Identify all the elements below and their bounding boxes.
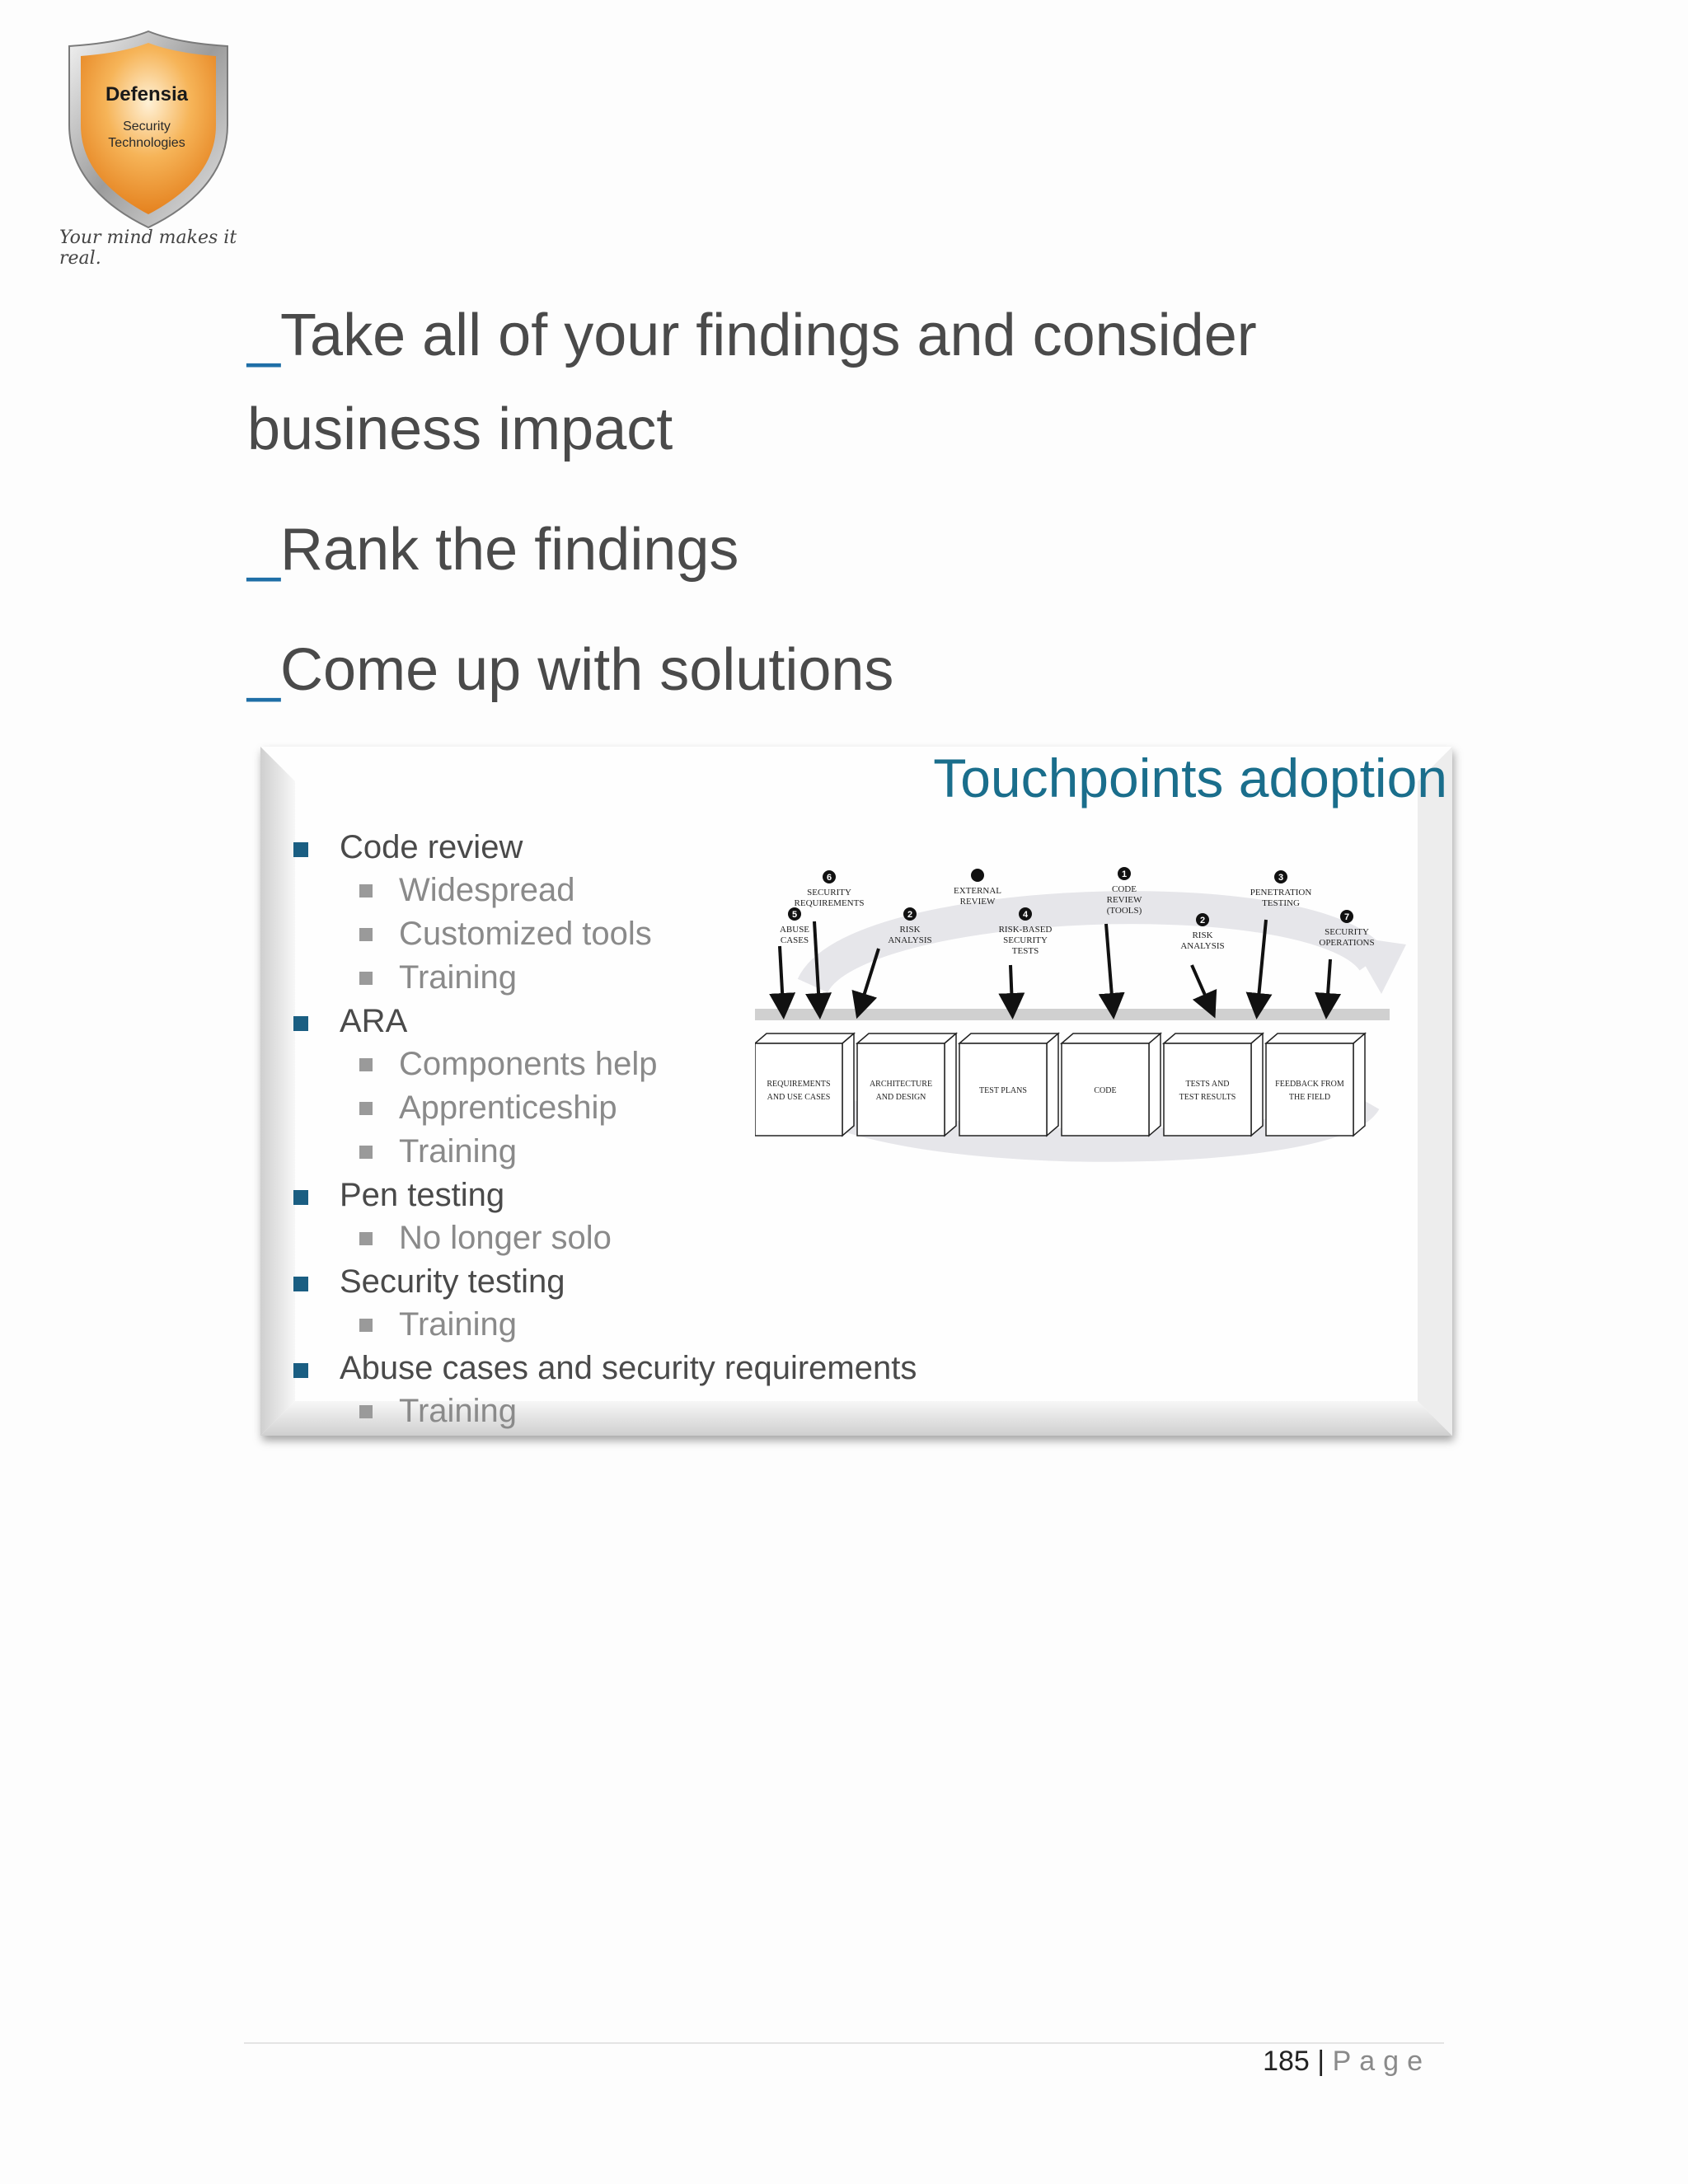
bullet-come-up-solutions	[247, 623, 1442, 717]
artifact-box-side	[842, 1033, 854, 1136]
touchpoint-number: 2	[1199, 916, 1206, 926]
touchpoint-label-text: SECURITY	[1003, 935, 1048, 945]
artifact-label: THE FIELD	[1288, 1093, 1331, 1102]
touchpoint-label-text: CASES	[780, 935, 809, 945]
touchpoint-label	[780, 907, 809, 1006]
page-separator: |	[1317, 2046, 1325, 2077]
touchpoint-number: 7	[1343, 912, 1350, 922]
artifact-label: CODE	[1094, 1086, 1117, 1095]
footer-rule	[244, 2042, 1444, 2044]
logo-subtitle-line1: Security	[123, 120, 171, 134]
slide-bullet-item: Code review	[277, 826, 1019, 869]
bullet-list	[247, 288, 1442, 717]
touchpoint-label-text: PENETRATION	[1250, 888, 1312, 898]
page-number: 185	[1263, 2046, 1310, 2077]
slide-title: Touchpoints adoption	[933, 748, 1447, 808]
slide-subbullet-item: Components help	[277, 1043, 1019, 1086]
artifact-box-top	[1266, 1033, 1365, 1043]
touchpoint-number: 2	[907, 910, 913, 920]
artifact-label: TEST RESULTS	[1179, 1093, 1236, 1102]
artifact-label: ARCHITECTURE	[869, 1080, 933, 1089]
touchpoint-label-text: TESTS	[1011, 946, 1039, 956]
artifact-boxes	[755, 1033, 1365, 1136]
artifact-box-top	[1062, 1033, 1160, 1043]
artifact-box-side	[1047, 1033, 1058, 1136]
cycle-arrow-top	[813, 907, 1373, 986]
artifact-box-front	[857, 1043, 945, 1136]
touchpoint-number: 3	[1278, 873, 1284, 883]
touchpoint-arrow	[1010, 965, 1012, 1006]
bullet-take-findings-continued	[247, 382, 1442, 476]
touchpoint-label-text: RISK-BASED	[998, 925, 1053, 935]
slide-subbullet-item: Training	[277, 1130, 1019, 1174]
artifact-box-front	[1266, 1043, 1353, 1136]
artifact-box-top	[1164, 1033, 1263, 1043]
bullet-text: business impact	[247, 396, 673, 462]
touchpoint-label-text: CODE	[1112, 884, 1137, 894]
artifact-box-side	[945, 1033, 956, 1136]
artifact-label: FEEDBACK FROM	[1275, 1080, 1344, 1089]
touchpoint-label	[954, 869, 1001, 907]
touchpoint-bar	[755, 1009, 1390, 1020]
touchpoint-label-text: SECURITY	[807, 888, 851, 898]
artifact-box-side	[1149, 1033, 1160, 1136]
company-logo	[58, 26, 239, 257]
touchpoint-label-text: EXTERNAL	[953, 886, 1002, 896]
slide-bullet-item: Pen testing	[277, 1174, 1019, 1216]
slide-bullet-item: Security testing	[277, 1260, 1019, 1303]
bullet-text: Come up with solutions	[280, 637, 894, 703]
touchpoint-arrow	[1327, 959, 1330, 1006]
touchpoint-label-text: (TOOLS)	[1106, 906, 1142, 916]
page-label: Page	[1332, 2046, 1431, 2077]
slide-image	[260, 747, 1452, 1436]
touchpoint-label-text: ANALYSIS	[888, 935, 932, 945]
bullet-text: Take all of your findings and consider	[280, 302, 1257, 368]
artifact-box	[1164, 1033, 1263, 1136]
slide-subbullet-item: Customized tools	[277, 912, 1019, 956]
bullet-take-findings	[247, 288, 1442, 382]
artifact-label: AND USE CASES	[767, 1093, 831, 1102]
artifact-box	[1266, 1033, 1365, 1136]
touchpoint-label-text: RISK	[1192, 930, 1213, 940]
artifact-box-top	[857, 1033, 956, 1043]
bullet-mark: _	[247, 517, 281, 583]
logo-tagline: Your mind makes it real.	[59, 227, 237, 269]
touchpoint-number: 4	[1022, 910, 1029, 920]
touchpoints-diagram	[755, 862, 1439, 1175]
bullet-mark: _	[247, 637, 281, 703]
artifact-box-side	[1353, 1033, 1365, 1136]
artifact-box	[959, 1033, 1058, 1136]
artifact-box-top	[959, 1033, 1058, 1043]
slide-subbullet-item: Widespread	[277, 869, 1019, 912]
bullet-mark: _	[247, 302, 281, 368]
touchpoint-number: 1	[1121, 869, 1128, 879]
touchpoint-label-text: REQUIREMENTS	[794, 898, 865, 908]
touchpoint-label-text: OPERATIONS	[1319, 938, 1375, 948]
artifact-box-front	[1164, 1043, 1251, 1136]
artifact-label: TESTS AND	[1185, 1080, 1230, 1089]
touchpoint-number-badge	[971, 869, 984, 882]
touchpoint-arrow	[1106, 924, 1113, 1006]
page-footer	[1263, 2046, 1431, 2078]
touchpoint-label-text: TESTING	[1262, 898, 1300, 908]
touchpoint-label-text: ANALYSIS	[1180, 941, 1225, 951]
artifact-box	[857, 1033, 956, 1136]
touchpoint-label-text: SECURITY	[1325, 927, 1369, 937]
touchpoint-label	[1106, 867, 1142, 1006]
slide-subbullet-item: Apprenticeship	[277, 1086, 1019, 1130]
touchpoint-number: 6	[826, 873, 832, 883]
slide-subbullet-item: Training	[277, 1303, 1019, 1347]
slide-subbullet-item: Training	[277, 956, 1019, 1000]
touchpoint-label-text: RISK	[899, 925, 921, 935]
artifact-box-top	[755, 1033, 854, 1043]
touchpoint-arrow	[780, 946, 783, 1006]
artifact-label: TEST PLANS	[979, 1086, 1027, 1095]
slide-bullet-item: Abuse cases and security requirements	[277, 1347, 1019, 1390]
bullet-text: Rank the findings	[280, 517, 739, 583]
touchpoint-label-text: REVIEW	[959, 897, 996, 907]
touchpoint-label-text: REVIEW	[1106, 895, 1142, 905]
artifact-box	[1062, 1033, 1160, 1136]
logo-subtitle-line2: Technologies	[108, 136, 185, 150]
artifact-box-side	[1251, 1033, 1263, 1136]
bullet-rank-findings	[247, 503, 1442, 597]
artifact-box-front	[755, 1043, 842, 1136]
touchpoint-label-text: ABUSE	[779, 925, 810, 935]
logo-name: Defensia	[105, 83, 189, 105]
touchpoint-arrow	[1192, 965, 1210, 1006]
slide-subbullet-item: No longer solo	[277, 1216, 1019, 1260]
artifact-label: REQUIREMENTS	[767, 1080, 831, 1089]
artifact-label: AND DESIGN	[875, 1093, 926, 1102]
slide-bullet-item: ARA	[277, 1000, 1019, 1043]
slide-subbullet-item: Training	[277, 1390, 1019, 1433]
touchpoint-number: 5	[791, 910, 798, 920]
artifact-box	[755, 1033, 854, 1136]
